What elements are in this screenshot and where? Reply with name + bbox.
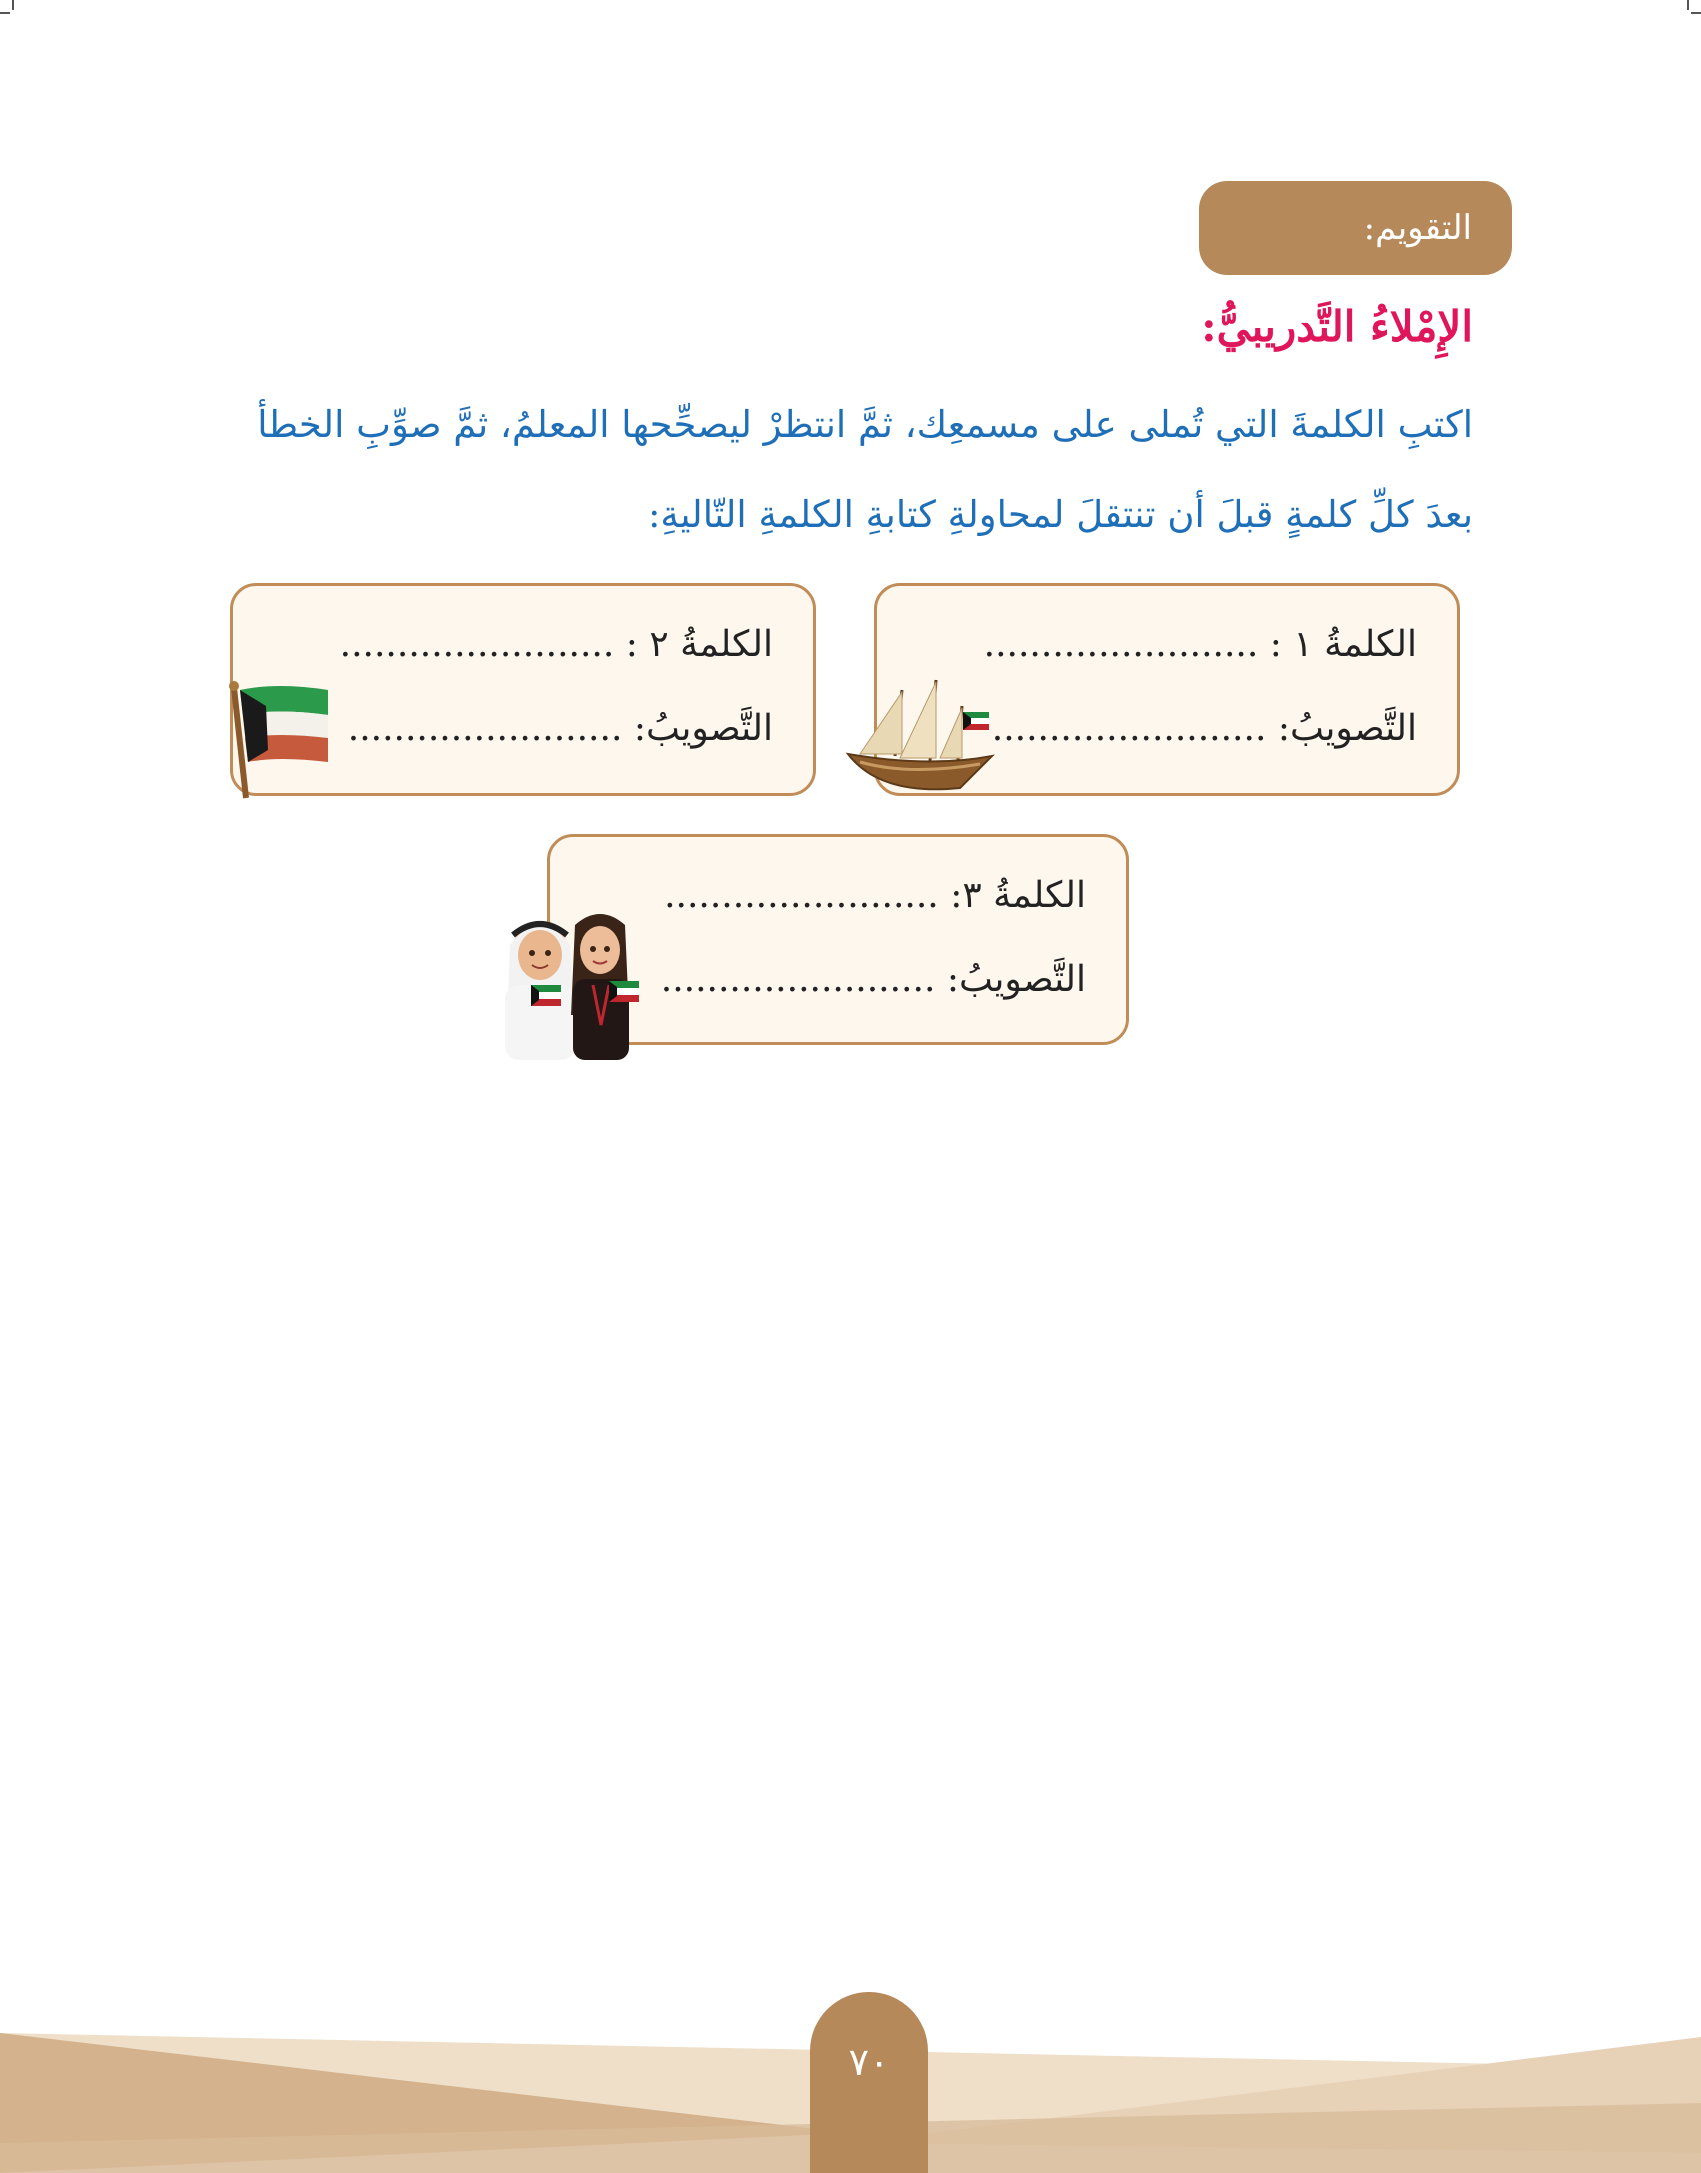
correction-label: التَّصويبُ: [633,708,773,749]
crop-mark [1687,0,1689,10]
crop-mark [12,0,14,10]
children-with-flags-icon [497,905,647,1060]
exercise-instructions [173,380,1473,560]
answer-blank[interactable]: ........................ [339,624,615,665]
correction-label: التَّصويبُ: [1277,708,1417,749]
section-header: التقويم: [1199,181,1512,275]
exercise-title: الإِمْلاءُ التَّدريبيُّ: [1201,302,1473,351]
correction-label: التَّصويبُ: [946,959,1086,1000]
kuwait-flag-icon [218,680,338,802]
answer-blank[interactable]: ........................ [983,624,1259,665]
word-label: الكلمةُ ٣: [950,875,1086,916]
instructions-line-2: بعدَ كلِّ كلمةٍ قبلَ أن تنتقلَ لمحاولةِ كتابةِ الكلمةِ التّاليةِ: [647,493,1473,536]
word-label: الكلمةُ ٢ : [625,624,773,665]
dhow-boat-icon [840,676,1000,806]
correction-blank[interactable]: ........................ [991,708,1267,749]
word-label: الكلمةُ ١ : [1269,624,1417,665]
answer-blank[interactable]: ........................ [664,875,939,916]
correction-blank[interactable]: ........................ [660,959,936,1000]
crop-mark [1691,12,1701,14]
instructions-line-1: اكتبِ الكلمةَ التي تُملى على مسمعِك، ثمَّ انتظرْ ليصحِّحها المعلمُ، ثمَّ صوِّبِ الخطأ [257,403,1473,446]
page-number: ٧٠ [810,1992,928,2173]
correction-blank[interactable]: ........................ [347,708,623,749]
crop-mark [0,12,10,14]
